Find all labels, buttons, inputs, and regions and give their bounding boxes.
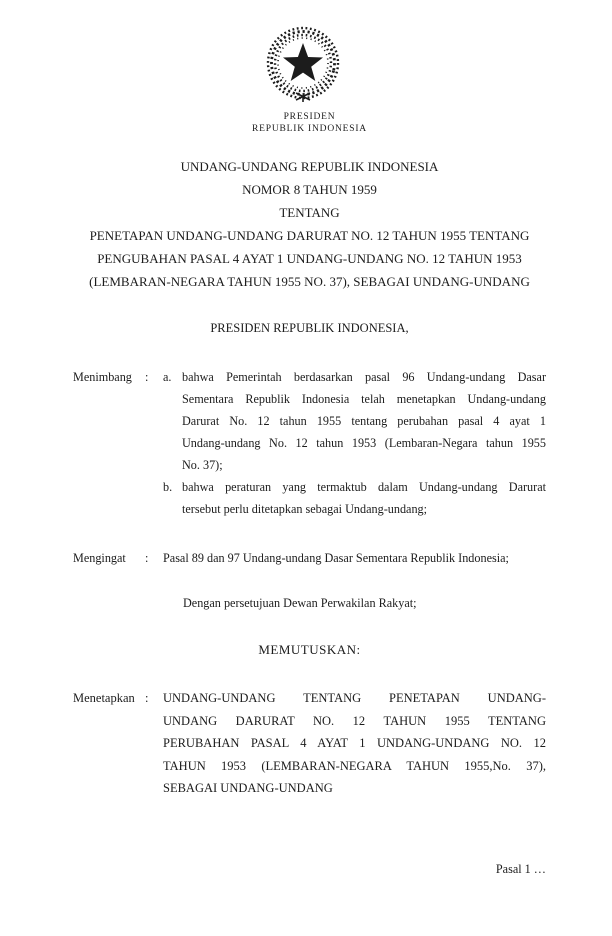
text-line: Sementara Republik Indonesia telah menetapkan Undang-undang: [182, 392, 546, 406]
item-b-text: [182, 476, 546, 520]
salutation-line: PRESIDEN REPUBLIK INDONESIA,: [210, 321, 409, 335]
text-line: UNDANG-UNDANG REPUBLIK INDONESIA: [180, 159, 439, 174]
remembering-label: Mengingat: [73, 551, 126, 565]
letterhead-line-republik: REPUBLIK INDONESIA: [252, 124, 367, 134]
considering-section: [73, 366, 546, 520]
letterhead: [73, 111, 546, 135]
text-line: SEBAGAI UNDANG-UNDANG: [163, 781, 333, 795]
enacting-section: [73, 687, 546, 800]
text-line: NOMOR 8 TAHUN 1959: [242, 182, 377, 197]
star-shape: [283, 43, 323, 81]
remembering-colon: :: [145, 551, 149, 565]
text-line: TENTANG: [279, 205, 340, 220]
text-line: bahwa peraturan yang termaktub dalam Undang-undang Darurat: [182, 480, 546, 494]
text-line: Darurat No. 12 tahun 1955 tentang perubahan pasal 4 ayat 1: [182, 414, 546, 428]
letterhead-line-presiden: PRESIDEN: [283, 112, 336, 122]
item-b-marker: b.: [163, 480, 173, 494]
catchword-pasal-1: Pasal 1 …: [495, 862, 546, 876]
considering-items: [73, 366, 546, 520]
considering-label: Menimbang: [73, 370, 132, 384]
remembering-text: Pasal 89 dan 97 Undang-undang Dasar Sementara Republik Indonesia;: [163, 551, 509, 565]
enacting-colon: :: [145, 691, 149, 705]
text-line: No. 37);: [182, 458, 223, 472]
text-line: Undang-undang No. 12 tahun 1953 (Lembaran-Negara tahun 1955: [182, 436, 546, 450]
text-line: PENGUBAHAN PASAL 4 AYAT 1 UNDANG-UNDANG NO. 12 TAHUN 1953: [97, 251, 522, 266]
considering-item-b: [73, 476, 546, 520]
text-line: PERUBAHAN PASAL 4 AYAT 1 UNDANG-UNDANG NO. 12: [163, 736, 546, 750]
agreement-line: Dengan persetujuan Dewan Perwakilan Rakyat;: [183, 596, 417, 610]
text-line: TAHUN 1953 (LEMBARAN-NEGARA TAHUN 1955,No. 37),: [163, 758, 546, 773]
text-line: PENETAPAN UNDANG-UNDANG DARURAT NO. 12 TAHUN 1955 TENTANG: [89, 228, 530, 243]
text-line: (LEMBARAN-NEGARA TAHUN 1955 NO. 37), SEBAGAI UNDANG-UNDANG: [89, 274, 530, 289]
remembering-section: [73, 547, 546, 569]
text-line: bahwa Pemerintah berdasarkan pasal 96 Undang-undang Dasar: [182, 370, 546, 384]
enacting-text: [163, 687, 546, 800]
considering-colon: :: [145, 370, 149, 384]
text-line: tersebut perlu ditetapkan sebagai Undang-undang;: [182, 502, 428, 516]
item-a-marker: a.: [163, 370, 172, 384]
considering-item-a: [73, 366, 546, 476]
law-title: [73, 155, 546, 293]
star-wreath-emblem-icon: [263, 23, 343, 103]
text-line: UNDANG DARURAT NO. 12 TAHUN 1955 TENTANG: [163, 713, 546, 728]
item-a-text: [182, 366, 546, 476]
enacting-label: Menetapkan: [73, 691, 135, 705]
text-line: UNDANG-UNDANG TENTANG PENETAPAN UNDANG-: [163, 691, 546, 705]
decision-heading: MEMUTUSKAN:: [258, 642, 361, 657]
